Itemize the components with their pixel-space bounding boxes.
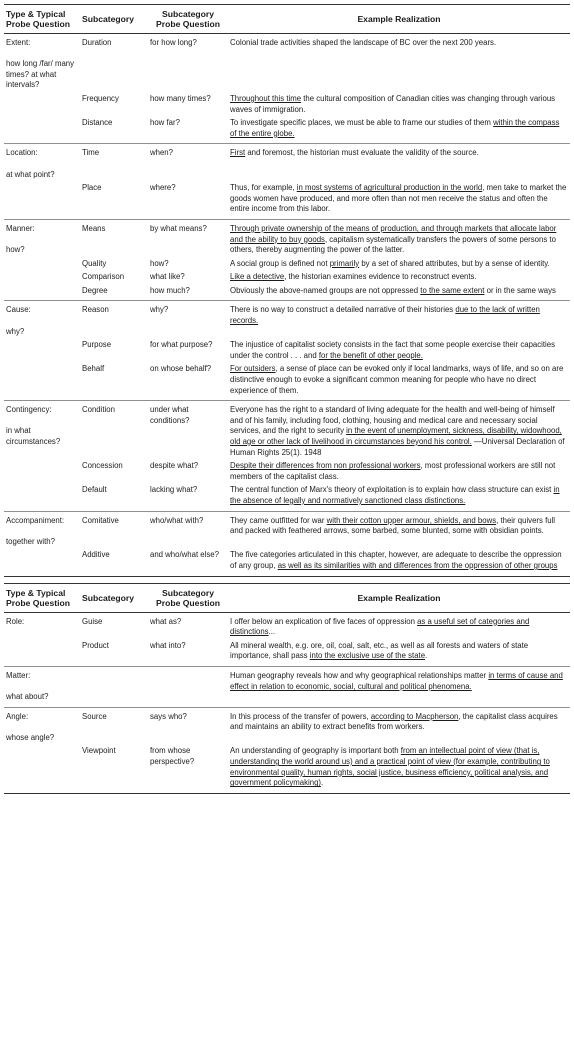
type-probe-question: in what circumstances? <box>6 426 61 446</box>
subcategory-cell: Concession <box>82 461 123 471</box>
table-row <box>4 219 570 257</box>
subcategory-probe-cell: what as? <box>150 616 182 626</box>
example-circumstance-underline: within the compass of the entire globe. <box>230 118 560 138</box>
type-label: Role: <box>6 616 25 626</box>
subcategory-probe-cell: and who/what else? <box>150 550 219 560</box>
type-label: Manner: <box>6 223 35 233</box>
example-circumstance-underline: For outsiders <box>230 364 276 374</box>
category-group <box>4 301 570 401</box>
spacer <box>6 722 78 733</box>
circumstance-table-page <box>4 4 570 794</box>
type-cell <box>4 257 80 271</box>
type-cell <box>4 284 80 301</box>
example-text: , the capitalist class acquires and maintains an ability to extract benefits from workers. <box>230 711 558 732</box>
example-text: . <box>321 778 324 788</box>
subcategory-cell: Place <box>82 183 102 193</box>
type-label: Accompaniment: <box>6 515 65 525</box>
type-label: Matter: <box>6 670 31 680</box>
table-row <box>4 401 570 460</box>
example-cell <box>228 257 570 271</box>
type-cell <box>4 639 80 666</box>
example-text: —Universal Declaration of Human Rights 25(1). 1948 <box>230 437 565 457</box>
subcategory-probe-cell: how much? <box>150 285 190 295</box>
example-cell <box>228 284 570 301</box>
subcategory-probe-cell: by what means? <box>150 223 207 233</box>
example-cell <box>228 460 570 484</box>
type-probe-question: why? <box>6 326 25 336</box>
subcategory-cell: Condition <box>82 405 115 415</box>
subcategory-cell: Degree <box>82 285 108 295</box>
type-cell <box>4 144 80 182</box>
example-text: The injustice of capitalist society consists in the fact that some people exercise their capacities under the control . . . and <box>230 340 556 360</box>
table-row <box>4 339 570 363</box>
type-cell <box>4 92 80 116</box>
subcategory-cell: Time <box>82 148 100 158</box>
subcategory-cell: Behalf <box>82 364 105 374</box>
example-cell <box>228 745 570 793</box>
table-row <box>4 257 570 271</box>
subcategory-probe-cell: where? <box>150 183 176 193</box>
subcategory-cell: Frequency <box>82 93 119 103</box>
category-group <box>4 707 570 793</box>
spacer <box>6 526 78 537</box>
subcategory-cell: Purpose <box>82 340 112 350</box>
subcategory-probe-cell <box>148 666 228 707</box>
example-text: Everyone has the right to a standard of living adequate for the health and well-being of himself and of his family, including food, clothing, housing and medical care and necessary social services, and the right to security <box>230 405 555 436</box>
example-cell <box>228 144 570 182</box>
type-cell <box>4 401 80 460</box>
type-label: Angle: <box>6 711 29 721</box>
example-cell <box>228 401 570 460</box>
type-cell <box>4 666 80 707</box>
table-row <box>4 144 570 182</box>
table-row <box>4 484 570 511</box>
example-text: They came outfitted for war <box>230 515 327 525</box>
example-text: Colonial trade activities shaped the landscape of BC over the next 200 years. <box>230 38 497 47</box>
example-cell <box>228 549 570 576</box>
example-circumstance-underline: First <box>230 148 246 158</box>
example-cell <box>228 666 570 707</box>
type-cell <box>4 484 80 511</box>
table-row <box>4 271 570 285</box>
category-group <box>4 613 570 667</box>
header-type-probe: Type & Typical Probe Question <box>6 9 70 29</box>
example-cell <box>228 182 570 220</box>
type-cell <box>4 613 80 640</box>
spacer <box>6 235 78 246</box>
header-subcategory-probe: Subcategory Probe Question <box>156 9 220 29</box>
example-text: In this process of the transfer of powers, <box>230 711 371 721</box>
category-group <box>4 401 570 511</box>
subcategory-cell: Comparison <box>82 272 125 282</box>
table-row <box>4 363 570 401</box>
header-subcategory: Subcategory <box>82 14 135 24</box>
subcategory-cell: Duration <box>82 38 112 47</box>
type-cell <box>4 549 80 576</box>
example-text: I offer below an explication of five faces of oppression <box>230 616 418 626</box>
example-circumstance-underline: as a useful set of categories and distinctions <box>230 616 530 637</box>
example-cell <box>228 117 570 144</box>
example-text: An understanding of geography is important both <box>230 746 401 756</box>
type-probe-question: together with? <box>6 536 55 546</box>
table-row <box>4 511 570 549</box>
example-cell <box>228 484 570 511</box>
table-row <box>4 745 570 793</box>
example-text: All mineral wealth, e.g. ore, oil, coal, salt, etc., as well as all forests and waters of state importance, shall pass <box>230 640 529 661</box>
subcategory-cell: Reason <box>82 305 109 315</box>
table-row <box>4 117 570 144</box>
example-text: To investigate specific places, we must be able to frame our studies of them <box>230 118 494 128</box>
type-label: Extent: <box>6 38 31 47</box>
subcategory-probe-cell: what like? <box>150 272 185 282</box>
example-cell <box>228 511 570 549</box>
example-circumstance-underline: in terms of cause and effect in relation to economic, social, cultural and political phenomena. <box>230 670 563 691</box>
subcategory-probe-cell: under what conditions? <box>150 405 190 425</box>
example-text: A social group is defined not <box>230 258 330 268</box>
example-cell <box>228 271 570 285</box>
table-row <box>4 639 570 666</box>
table-row <box>4 613 570 640</box>
example-cell <box>228 707 570 745</box>
subcategory-cell <box>80 666 148 707</box>
circumstance-table-1 <box>4 4 570 34</box>
subcategory-probe-cell: why? <box>150 305 169 315</box>
example-circumstance-underline: in the absence of legally and normatively sanctioned class distinctions. <box>230 485 560 505</box>
type-probe-question: how long /far/ many times? at what intervals? <box>6 59 75 90</box>
subcategory-cell: Additive <box>82 550 110 560</box>
type-cell <box>4 219 80 257</box>
example-text: The five categories articulated in this chapter, however, are adequate to describe the oppression of any group, <box>230 550 562 570</box>
example-text: the cultural composition of Canadian cities was changing through various waves of immigration. <box>230 93 556 114</box>
subcategory-probe-cell: despite what? <box>150 461 199 471</box>
type-probe-question: how? <box>6 245 25 255</box>
type-cell <box>4 117 80 144</box>
example-circumstance-underline: Throughout this time <box>230 93 302 103</box>
category-group <box>4 666 570 707</box>
subcategory-probe-cell: how? <box>150 258 169 268</box>
example-cell <box>228 219 570 257</box>
type-cell <box>4 182 80 220</box>
spacer <box>6 159 78 170</box>
subcategory-probe-cell: who/what with? <box>150 515 204 525</box>
example-circumstance-underline: as well as its similarities with and differences from the oppression of other groups <box>277 560 558 570</box>
header-example: Example Realization <box>357 592 441 603</box>
type-probe-question: what about? <box>6 692 49 702</box>
example-text: , most professional workers are still not members of the capitalist class. <box>230 461 556 481</box>
type-cell <box>4 339 80 363</box>
type-cell <box>4 363 80 401</box>
example-text: The central function of Marx's theory of exploitation is to explain how class structure can exist <box>230 485 554 495</box>
example-text: There is no way to construct a detailed narrative of their histories <box>230 305 456 315</box>
example-text: . <box>425 651 428 661</box>
subcategory-probe-cell: for what purpose? <box>150 340 213 350</box>
spacer <box>6 49 78 60</box>
example-cell <box>228 613 570 640</box>
circumstance-table-2 <box>4 583 570 613</box>
type-probe-question: at what point? <box>6 169 55 179</box>
subcategory-cell: Guise <box>82 616 103 626</box>
circumstance-table-1-body <box>4 34 570 577</box>
category-group <box>4 34 570 144</box>
subcategory-cell: Product <box>82 640 109 650</box>
header-example: Example Realization <box>357 14 441 24</box>
example-text: , a sense of place can be evoked only if local landmarks, ways of life, and so on are distinctive enough to evoke a significant common meaning for people who have no direct experience of them. <box>230 364 564 395</box>
subcategory-cell: Distance <box>82 118 113 128</box>
example-circumstance-underline: Like a detective <box>230 272 285 282</box>
example-text: Obviously the above-named groups are not oppressed <box>230 285 421 295</box>
subcategory-cell: Source <box>82 711 107 721</box>
example-circumstance-underline: due to the lack of written records. <box>230 305 540 326</box>
example-text: by a set of shared attributes, but by a sense of identity. <box>359 258 550 268</box>
example-text: ... <box>268 627 276 637</box>
example-circumstance-underline: in the event of unemployment, sickness, disability, widowhood, old age or other lack of livelihood in circumstances beyond his control. <box>230 426 562 446</box>
category-group <box>4 144 570 220</box>
example-cell <box>228 34 570 92</box>
subcategory-probe-cell: how far? <box>150 118 180 128</box>
type-probe-question: whose angle? <box>6 732 55 742</box>
type-cell <box>4 34 80 92</box>
example-circumstance-underline: according to Macpherson <box>370 711 459 721</box>
spacer <box>6 416 78 427</box>
table-row <box>4 666 570 707</box>
type-label: Contingency: <box>6 405 52 415</box>
subcategory-probe-cell: for how long? <box>150 38 197 47</box>
spacer <box>6 682 78 693</box>
type-cell <box>4 707 80 745</box>
example-circumstance-underline: from an intellectual point of view (that is, understanding the world around us) and a practical point of view (for example, contributing to environmental quality, human rights, social justice, business efficiency, political analysis, and government policymaking) <box>230 746 550 788</box>
example-cell <box>228 639 570 666</box>
example-circumstance-underline: to the same extent <box>420 285 485 295</box>
type-cell <box>4 511 80 549</box>
example-text: , the historian examines evidence to reconstruct events. <box>284 272 477 282</box>
table-header-row <box>4 583 570 612</box>
example-text: , their quivers full and packed with feathered arrows, some barbed, some blunted, some with obsidian points. <box>230 515 556 536</box>
example-text: or in the same ways <box>484 285 556 295</box>
table-row <box>4 182 570 220</box>
example-cell <box>228 92 570 116</box>
subcategory-cell: Quality <box>82 258 107 268</box>
subcategory-probe-cell: what into? <box>150 640 186 650</box>
example-text: , men take to market the goods women have produced, and more often than not men receive the status and often the entire income from this labor. <box>230 183 567 214</box>
table-header-row <box>4 5 570 34</box>
category-group <box>4 511 570 576</box>
type-cell <box>4 745 80 793</box>
subcategory-probe-cell: how many times? <box>150 93 211 103</box>
subcategory-cell: Means <box>82 223 106 233</box>
table-row <box>4 301 570 339</box>
header-type-probe: Type & Typical Probe Question <box>6 587 70 608</box>
example-circumstance-underline: Through private ownership of the means of production, and through markets that allocate labor and the ability to buy goods <box>230 223 557 244</box>
subcategory-probe-cell: when? <box>150 148 173 158</box>
example-circumstance-underline: in most systems of agricultural production in the world <box>296 183 483 193</box>
example-circumstance-underline: with their cotton upper armour, shields, and bows <box>326 515 497 525</box>
example-circumstance-underline: primarily <box>329 258 360 268</box>
subcategory-cell: Viewpoint <box>82 746 116 756</box>
example-cell <box>228 339 570 363</box>
table-row <box>4 549 570 576</box>
subcategory-probe-cell: on whose behalf? <box>150 364 212 374</box>
type-cell <box>4 460 80 484</box>
example-cell <box>228 363 570 401</box>
subcategory-cell: Comitative <box>82 515 119 525</box>
example-text: Thus, for example, <box>230 183 297 193</box>
subcategory-probe-cell: from whose perspective? <box>150 746 195 767</box>
example-cell <box>228 301 570 339</box>
type-cell <box>4 271 80 285</box>
spacer <box>6 316 78 327</box>
example-circumstance-underline: Despite their differences from non professional workers <box>230 461 421 471</box>
table-row <box>4 92 570 116</box>
header-subcategory-probe: Subcategory Probe Question <box>156 587 220 608</box>
example-circumstance-underline: for the benefit of other people. <box>318 350 423 360</box>
type-cell <box>4 301 80 339</box>
table-row <box>4 284 570 301</box>
type-label: Location: <box>6 148 38 158</box>
subcategory-probe-cell: says who? <box>150 711 187 721</box>
subcategory-probe-cell: lacking what? <box>150 485 198 495</box>
category-group <box>4 219 570 301</box>
table-row <box>4 34 570 92</box>
header-subcategory: Subcategory <box>82 592 135 603</box>
example-text: Human geography reveals how and why geographical relationships matter <box>230 670 489 680</box>
example-text: and foremost, the historian must evaluate the validity of the source. <box>245 148 479 158</box>
table-row <box>4 460 570 484</box>
subcategory-cell: Default <box>82 485 107 495</box>
table-row <box>4 707 570 745</box>
circumstance-table-2-body <box>4 613 570 794</box>
example-text: , capitalism systematically transfers the powers of some persons to others, thereby augmenting the power of the latter. <box>230 234 556 255</box>
example-circumstance-underline: into the exclusive use of the state <box>309 651 426 661</box>
type-label: Cause: <box>6 305 31 315</box>
